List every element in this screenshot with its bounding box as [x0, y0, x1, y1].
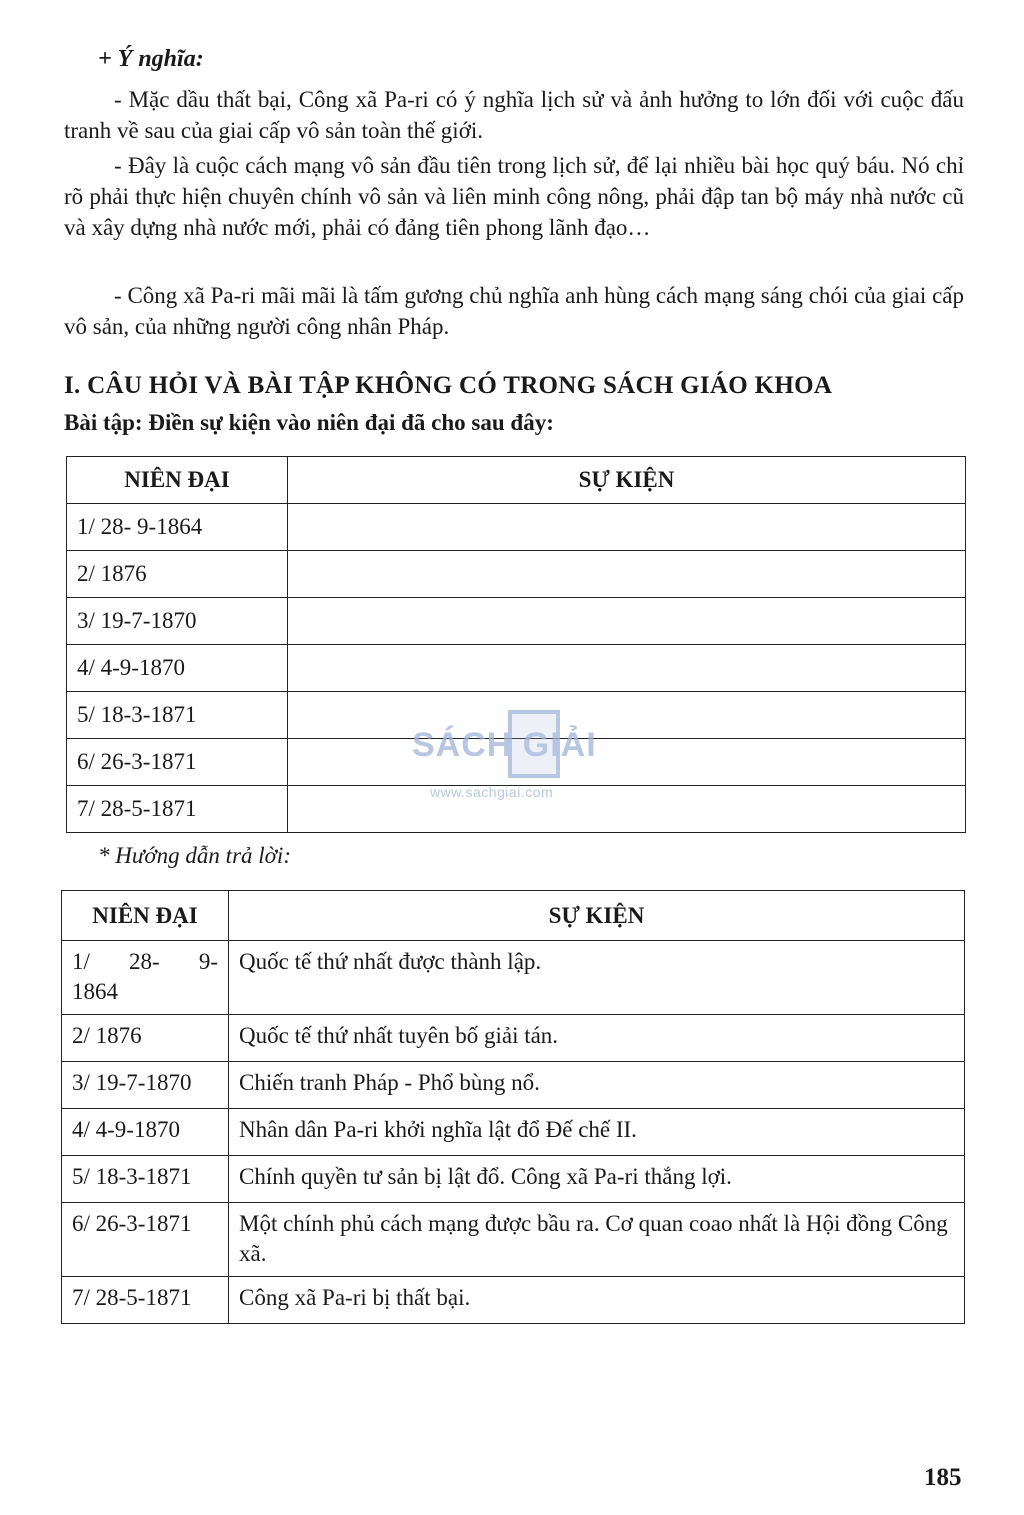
date-cell: 5/ 18-3-1871	[67, 692, 288, 739]
meaning-heading: + Ý nghĩa:	[98, 46, 204, 72]
date-line-2: 1864	[72, 979, 118, 1004]
event-cell: Chiến tranh Pháp - Phổ bùng nổ.	[229, 1062, 965, 1109]
event-cell: Một chính phủ cách mạng được bầu ra. Cơ quan coao nhất là Hội đồng Công xã.	[229, 1203, 965, 1277]
watermark-logo-text: SÁCH GIẢI	[412, 726, 597, 764]
table-row	[67, 551, 966, 598]
header-date: NIÊN ĐẠI	[62, 891, 229, 941]
table-header-row	[62, 891, 965, 941]
meaning-paragraph-2: - Đây là cuộc cách mạng vô sản đầu tiên trong lịch sử, để lại nhiều bài học quý báu. Nó chỉ rõ phải thực hiện chuyên chính vô sản và liên minh công nông, phải đập tan bộ máy nhà nước cũ và xây dựng nhà nước mới, phải có đảng tiên phong lãnh đạo…	[64, 153, 964, 240]
event-cell	[288, 504, 966, 551]
table-row	[62, 1109, 965, 1156]
table-row	[67, 645, 966, 692]
section-title: I. CÂU HỎI VÀ BÀI TẬP KHÔNG CÓ TRONG SÁCH GIÁO KHOA	[64, 372, 833, 399]
date-cell: 4/ 4-9-1870	[67, 645, 288, 692]
event-cell	[288, 598, 966, 645]
date-cell: 3/ 19-7-1870	[62, 1062, 229, 1109]
event-cell	[288, 786, 966, 833]
date-cell: 3/ 19-7-1870	[67, 598, 288, 645]
event-cell	[288, 739, 966, 786]
answer-table	[61, 890, 965, 1324]
date-cell: 6/ 26-3-1871	[67, 739, 288, 786]
date-cell: 7/ 28-5-1871	[62, 1277, 229, 1324]
table-row	[62, 1277, 965, 1324]
event-cell	[288, 551, 966, 598]
date-cell: 2/ 1876	[67, 551, 288, 598]
header-date: NIÊN ĐẠI	[67, 457, 288, 504]
date-line-1: 1/ 28- 9-	[72, 949, 218, 974]
table-row	[67, 504, 966, 551]
date-cell: 2/ 1876	[62, 1015, 229, 1062]
event-cell: Nhân dân Pa-ri khởi nghĩa lật đổ Đế chế II.	[229, 1109, 965, 1156]
event-cell	[288, 645, 966, 692]
date-cell	[62, 941, 229, 1015]
date-cell: 4/ 4-9-1870	[62, 1109, 229, 1156]
date-cell: 1/ 28- 9-1864	[67, 504, 288, 551]
event-cell	[288, 692, 966, 739]
table-row	[62, 941, 965, 1015]
exercise-title: Bài tập: Điền sự kiện vào niên đại đã cho sau đây:	[64, 410, 554, 435]
header-event: SỰ KIỆN	[288, 457, 966, 504]
meaning-paragraph-1: - Mặc dầu thất bại, Công xã Pa-ri có ý nghĩa lịch sử và ảnh hưởng to lớn đối với cuộc đấu tranh về sau của giai cấp vô sản toàn thế giới.	[64, 87, 964, 143]
table-row	[62, 1156, 965, 1203]
event-cell: Quốc tế thứ nhất tuyên bố giải tán.	[229, 1015, 965, 1062]
event-cell: Công xã Pa-ri bị thất bại.	[229, 1277, 965, 1324]
table-row	[67, 786, 966, 833]
table-row	[62, 1203, 965, 1277]
table-row	[67, 692, 966, 739]
event-cell: Quốc tế thứ nhất được thành lập.	[229, 941, 965, 1015]
date-cell: 6/ 26-3-1871	[62, 1203, 229, 1277]
table-row	[62, 1015, 965, 1062]
header-event: SỰ KIỆN	[229, 891, 965, 941]
date-cell: 7/ 28-5-1871	[67, 786, 288, 833]
exercise-table	[66, 456, 966, 833]
answer-hint: * Hướng dẫn trả lời:	[98, 843, 291, 868]
event-cell: Chính quyền tư sản bị lật đổ. Công xã Pa-ri thắng lợi.	[229, 1156, 965, 1203]
table-row	[67, 739, 966, 786]
meaning-paragraph-3: - Công xã Pa-ri mãi mãi là tấm gương chủ nghĩa anh hùng cách mạng sáng chói của giai cấp vô sản, của những người công nhân Pháp.	[64, 283, 964, 339]
date-cell: 5/ 18-3-1871	[62, 1156, 229, 1203]
table-row	[67, 598, 966, 645]
page-number: 185	[924, 1464, 962, 1491]
table-row	[62, 1062, 965, 1109]
table-header-row	[67, 457, 966, 504]
watermark-url: www.sachgiai.com	[430, 784, 554, 800]
